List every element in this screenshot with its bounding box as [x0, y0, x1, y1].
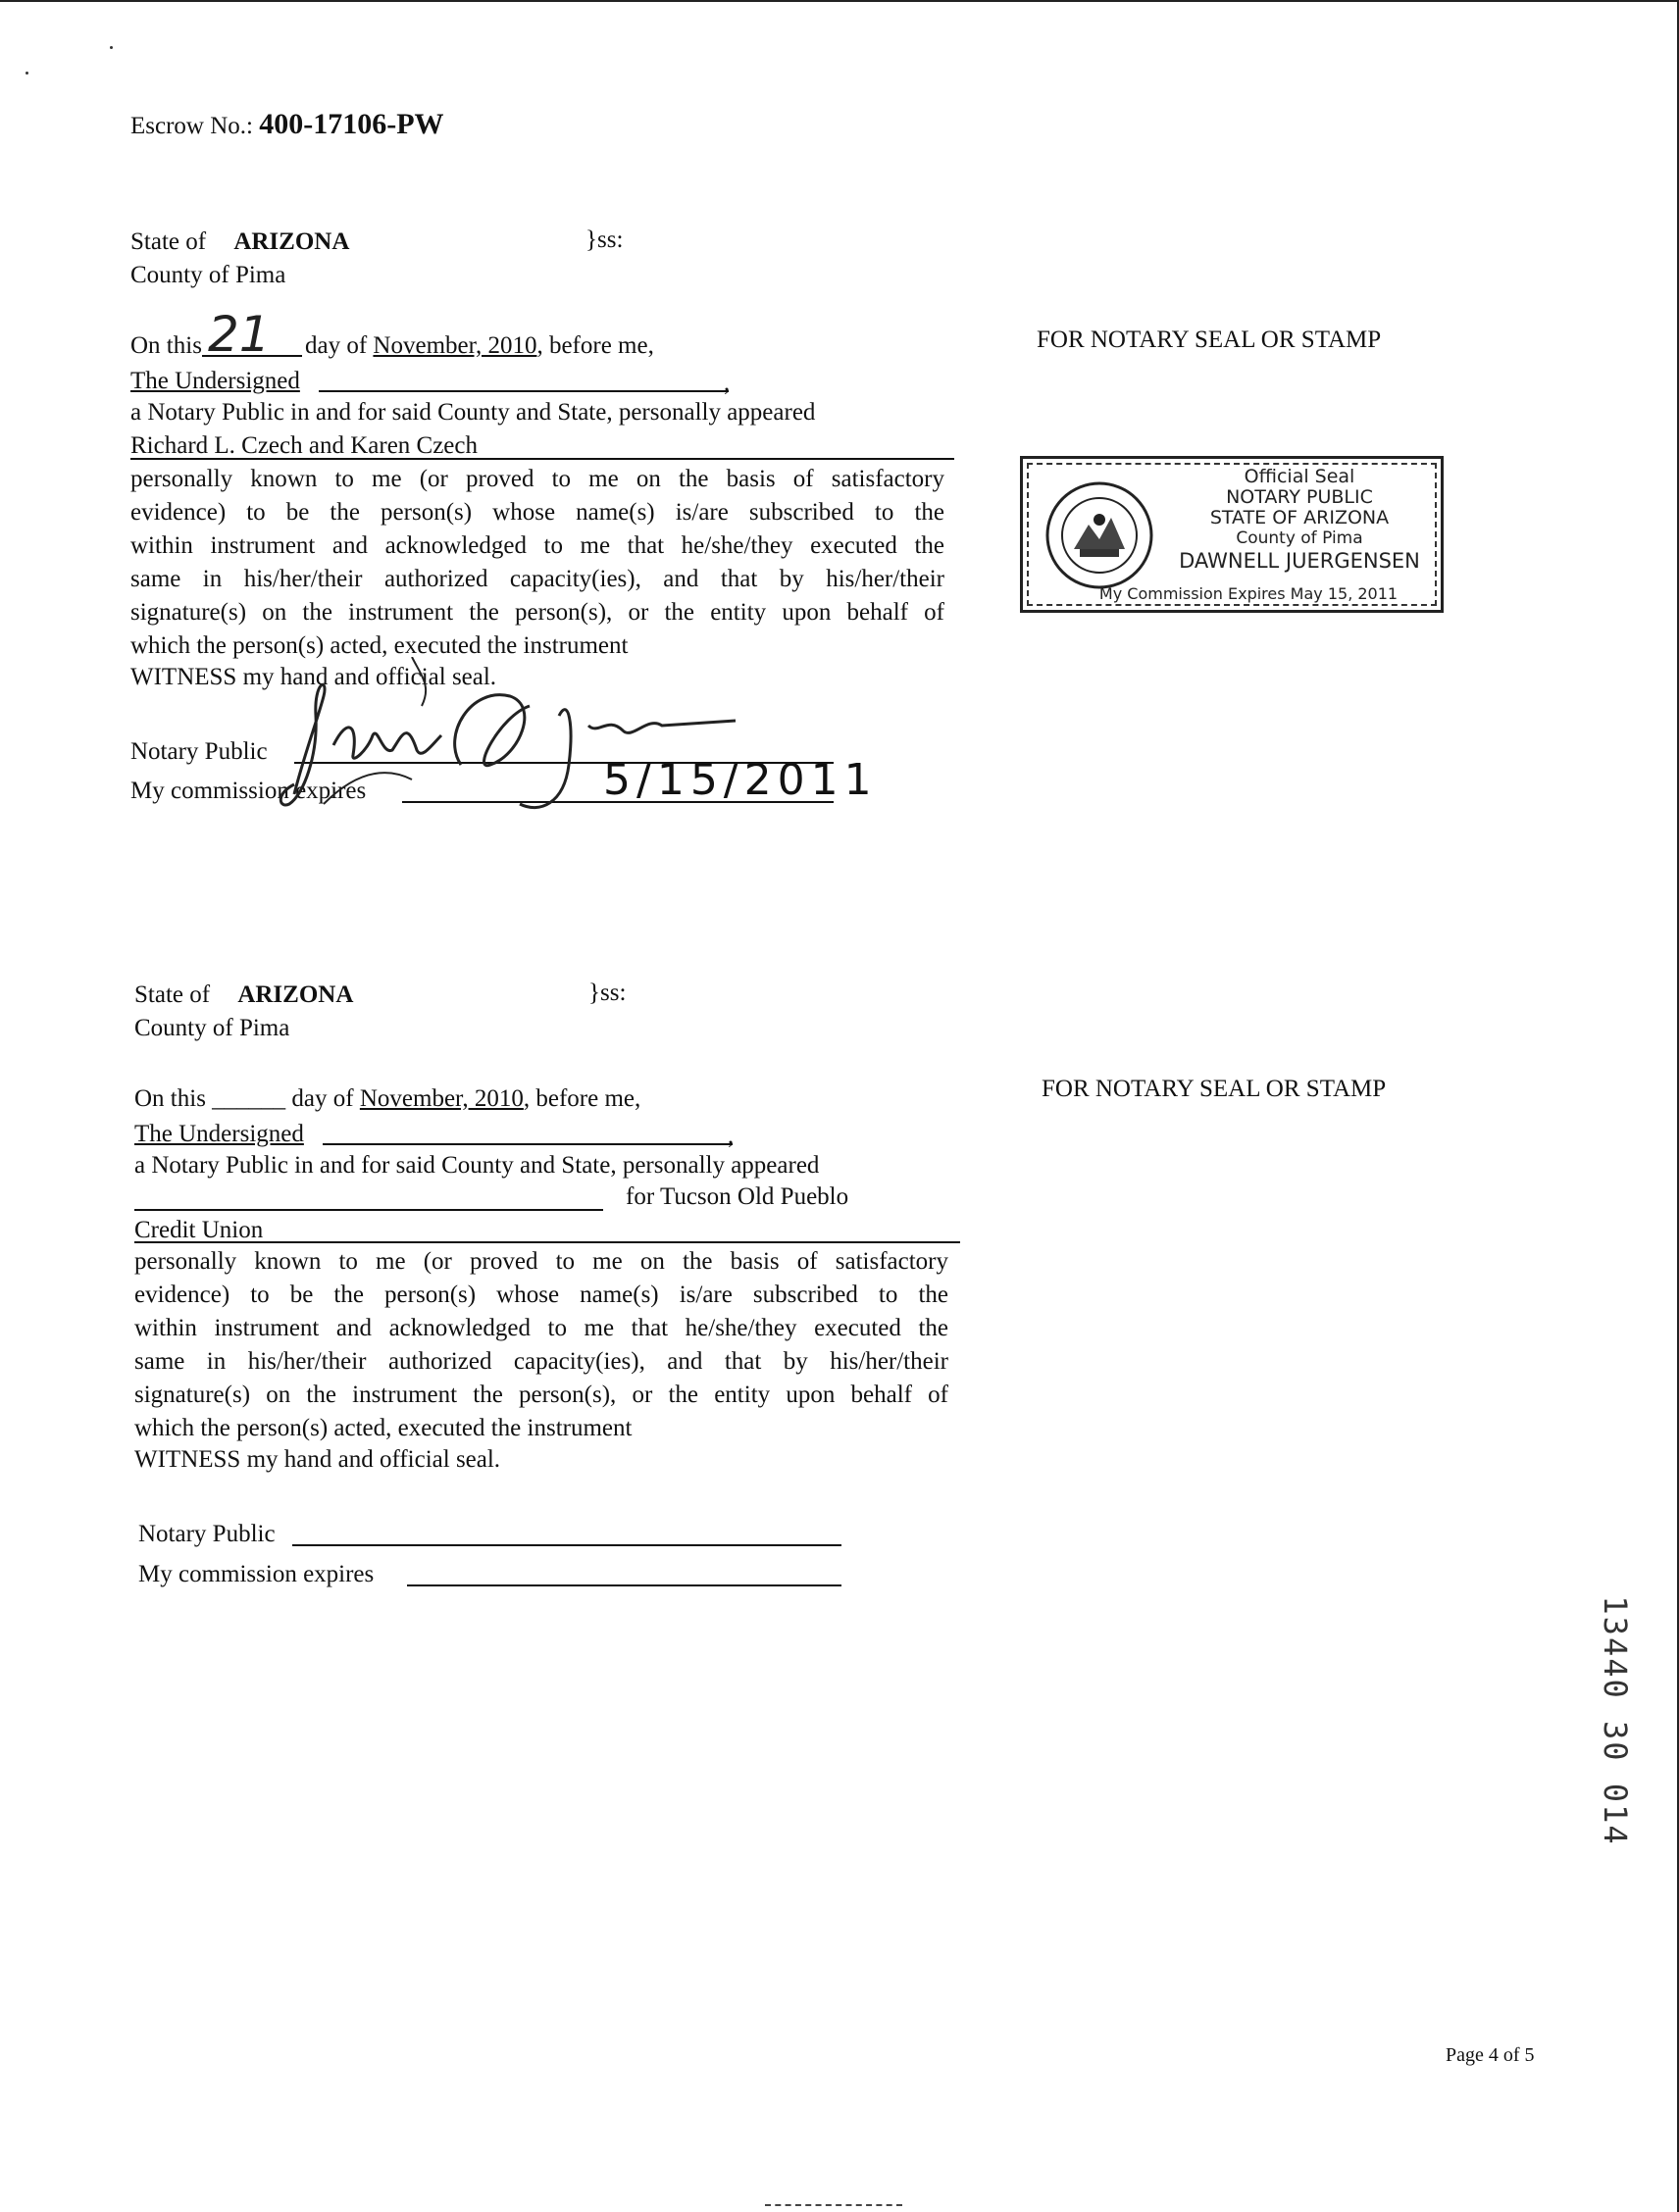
on-this-label: On this: [130, 332, 202, 359]
para-line: signature(s) on the instrument the person(s), or the entity upon behalf of: [134, 1382, 948, 1408]
stamp-line: County of Pima: [1236, 528, 1363, 548]
entity-cont: Credit Union: [134, 1217, 264, 1243]
commission-rule: [407, 1584, 841, 1586]
para-line: which the person(s) acted, executed the instrument: [134, 1415, 633, 1441]
seal-heading-1: FOR NOTARY SEAL OR STAMP: [1037, 327, 1382, 353]
notary-public-rule: [292, 1544, 841, 1546]
commission-handwritten: 5/15/2011: [603, 755, 878, 805]
state-name: ARIZONA: [233, 228, 350, 255]
notary-line: a Notary Public in and for said County and State, personally appeared: [130, 399, 816, 426]
county-label: County of: [130, 262, 229, 288]
stamp-line: DAWNELL JUERGENSEN: [1179, 549, 1420, 573]
para-line: personally known to me (or proved to me on the basis of satisfactory: [130, 466, 944, 492]
para-line: evidence) to be the person(s) whose name(s) is/are subscribed to the: [130, 499, 944, 526]
notary-public-label: Notary Public: [138, 1521, 276, 1547]
ss-mark: }ss:: [588, 980, 627, 1006]
on-this-line: [130, 331, 202, 361]
scan-speck: [110, 46, 113, 49]
escrow-line: [130, 110, 444, 141]
county-name: Pima: [238, 1015, 290, 1041]
before-me: , before me,: [523, 1085, 641, 1112]
para-line: evidence) to be the person(s) whose name(s) is/are subscribed to the: [134, 1282, 948, 1308]
para-line: same in his/her/their authorized capacity(ies), and that by his/her/their: [134, 1348, 948, 1375]
side-number: [1591, 1574, 1640, 1868]
on-this-line: [134, 1084, 640, 1114]
para-line: within instrument and acknowledged to me that he/she/they executed the: [134, 1315, 948, 1341]
day-handwritten: 21: [208, 306, 271, 363]
undersigned-comma: ,: [724, 370, 731, 396]
state-label: State of: [130, 228, 207, 255]
notary-public-label: Notary Public: [130, 738, 268, 765]
county-label: County of: [134, 1015, 233, 1041]
para-line: same in his/her/their authorized capacity(ies), and that by his/her/their: [130, 566, 944, 592]
undersigned-rule: [323, 1143, 733, 1145]
commission-label: My commission expires: [138, 1561, 375, 1587]
para-line: within instrument and acknowledged to me that he/she/they executed the: [130, 532, 944, 559]
month-year: November, 2010: [373, 332, 537, 359]
day-of-line: [305, 331, 654, 361]
before-me: , before me,: [536, 332, 654, 359]
acknowledgment-paragraph: [130, 463, 944, 663]
witness-line: WITNESS my hand and official seal.: [134, 1446, 501, 1473]
seal-heading-2: FOR NOTARY SEAL OR STAMP: [1042, 1076, 1387, 1102]
notary-line: a Notary Public in and for said County and State, personally appeared: [134, 1152, 820, 1179]
scan-border-top: [0, 0, 1679, 2]
witness-line: WITNESS my hand and official seal.: [130, 664, 497, 690]
state-name: ARIZONA: [237, 981, 354, 1008]
county-name: Pima: [234, 262, 286, 288]
notary-stamp: [1020, 456, 1444, 613]
para-line: personally known to me (or proved to me on the basis of satisfactory: [134, 1248, 948, 1275]
scan-speck: [25, 72, 28, 75]
escrow-number: 400-17106-PW: [259, 108, 444, 140]
side-number-text: 13440 30 014: [1597, 1595, 1634, 1846]
scan-border-bottom: [765, 2204, 902, 2208]
entity-rule: [134, 1241, 960, 1243]
state-line: [130, 227, 349, 257]
for-entity: for Tucson Old Pueblo: [626, 1183, 849, 1210]
on-this-label: On this ______ day of: [134, 1085, 354, 1112]
stamp-line: Official Seal: [1244, 466, 1355, 487]
state-label: State of: [134, 981, 211, 1008]
page-number: Page 4 of 5: [1446, 2044, 1535, 2066]
state-seal-icon: [1044, 480, 1154, 590]
undersigned-rule: [319, 390, 729, 392]
escrow-label: Escrow No.:: [130, 113, 253, 139]
stamp-line: STATE OF ARIZONA: [1209, 507, 1390, 528]
undersigned-comma: ,: [728, 1123, 735, 1149]
county-line: [130, 261, 285, 290]
undersigned: The Undersigned: [130, 368, 300, 394]
ss-mark: }ss:: [585, 226, 624, 253]
month-year: November, 2010: [359, 1085, 524, 1112]
commission-label: My commission expires: [130, 778, 367, 804]
acknowledgment-paragraph: [134, 1245, 948, 1445]
appeared-rule-short: [134, 1209, 603, 1211]
appeared-rule: [130, 458, 954, 460]
para-line: which the person(s) acted, executed the instrument: [130, 632, 629, 659]
county-line: [134, 1014, 289, 1043]
stamp-line: NOTARY PUBLIC: [1226, 486, 1373, 508]
undersigned: The Undersigned: [134, 1121, 304, 1147]
state-line: [134, 980, 353, 1010]
para-line: signature(s) on the instrument the person(s), or the entity upon behalf of: [130, 599, 944, 626]
stamp-line: My Commission Expires May 15, 2011: [1098, 584, 1399, 603]
appeared-names: Richard L. Czech and Karen Czech: [130, 432, 479, 459]
day-of-label: day of: [305, 332, 368, 359]
